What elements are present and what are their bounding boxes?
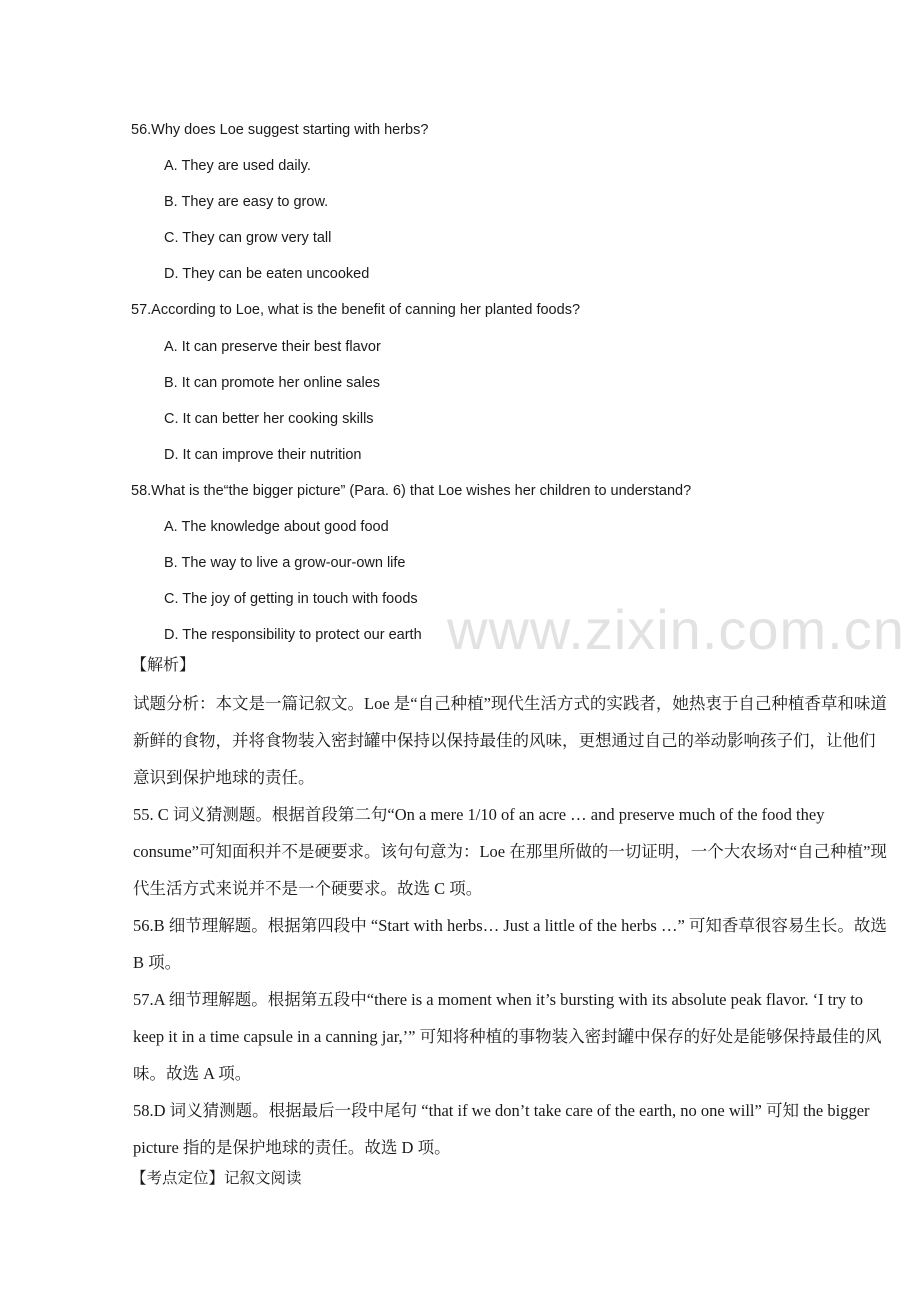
option-b: B. They are easy to grow. [164,194,329,210]
watermark: www.zixin.com.cn [447,598,905,661]
question-stem: 58.What is the“the bigger picture” (Para. 6) that Loe wishes her children to understand? [131,483,692,499]
option-d: D. The responsibility to protect our earth [164,627,422,643]
option-a: A. It can preserve their best flavor [164,339,381,355]
answer-58: 58.D 词义猜测题。根据最后一段中尾句 “that if we don’t take care of the earth, no one will” 可知 the bigger picture 指的是保护地球的责任。故选 D 项。 [133,1101,870,1157]
answer-56: 56.B 细节理解题。根据第四段中 “Start with herbs… Just a little of the herbs …” 可知香草很容易生长。故选 B 项。 [133,916,887,972]
option-c: C. The joy of getting in touch with foods [164,591,418,607]
answer-55: 55. C 词义猜测题。根据首段第二句“On a mere 1/10 of an acre … and preserve much of the food they consume”可知面积并不是硬要求。该句句意为：Loe 在那里所做的一切证明，一个大农场对“自己种植”现代生活方式来说并不是一个硬要求。故选 C 项。 [133,805,887,898]
analysis-heading: 【解析】 [131,655,196,674]
option-b: B. It can promote her online sales [164,375,381,391]
answer-57: 57.A 细节理解题。根据第五段中“there is a moment when it’s bursting with its absolute peak flavor. ‘I try to keep it in a time capsule in a canning jar,’” 可知将种植的事物装入密封罐中保存的好处是能够保持最佳的风味。故选 A 项。 [133,990,882,1083]
question-stem: 56.Why does Loe suggest starting with herbs? [131,122,429,138]
option-d: D. They can be eaten uncooked [164,266,370,282]
option-c: C. It can better her cooking skills [164,411,374,427]
analysis-summary: 试题分析：本文是一篇记叙文。Loe 是“自己种植”现代生活方式的实践者，她热衷于自己种植香草和味道新鲜的食物，并将食物装入密封罐中保持以保持最佳的风味，更想通过自己的举动影响孩子们，让他们意识到保护地球的责任。 [133,694,887,787]
option-b: B. The way to live a grow-our-own life [164,555,406,571]
option-c: C. They can grow very tall [164,230,332,246]
option-a: A. The knowledge about good food [164,519,389,535]
option-d: D. It can improve their nutrition [164,447,362,463]
option-a: A. They are used daily. [164,158,311,174]
question-stem: 57.According to Loe, what is the benefit of canning her planted foods? [131,302,581,318]
kaodian-label: 【考点定位】记叙文阅读 [131,1169,302,1187]
